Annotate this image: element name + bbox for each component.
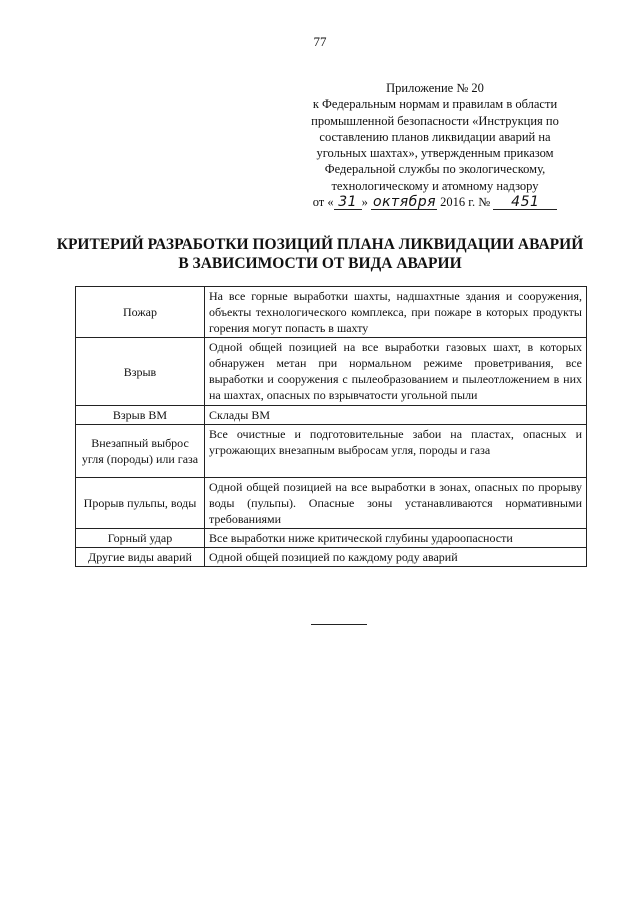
appendix-line: технологическому и атомному надзору xyxy=(331,178,539,193)
appendix-line: Приложение № 20 xyxy=(386,81,484,95)
accident-type-cell: Прорыв пульпы, воды xyxy=(76,478,205,529)
order-number: 451 xyxy=(493,195,557,210)
date-year: 2016 г. № xyxy=(440,195,491,210)
accident-type-cell: Другие виды аварий xyxy=(76,548,205,567)
appendix-header xyxy=(300,80,570,210)
table-row xyxy=(76,287,587,338)
appendix-line: к Федеральным нормам и правилам в области xyxy=(312,97,558,112)
title-line-2: В ЗАВИСИМОСТИ ОТ ВИДА АВАРИИ xyxy=(178,254,462,272)
table-row xyxy=(76,425,587,478)
date-day: 31 xyxy=(334,195,362,210)
accident-type-cell: Пожар xyxy=(76,287,205,338)
accident-type-cell: Горный удар xyxy=(76,529,205,548)
criterion-cell: Склады ВМ xyxy=(205,406,587,425)
date-month: октября xyxy=(373,194,437,211)
criterion-cell: Одной общей позицией на все выработки в зонах, опасных по прорыву воды (пульпы). Опасные зоны устанавливаются нормативными требованиями xyxy=(205,478,587,529)
table-row xyxy=(76,338,587,406)
document-title xyxy=(40,236,600,273)
criterion-cell: Одной общей позицией на все выработки газовых шахт, в которых обнаружен метан при нормальном режиме проветривания, все выработки и сооружения с пылеобразованием и пылеотложением в них на шахтах, опасных по взрывчатости угольной пыли xyxy=(205,338,587,406)
criterion-cell: На все горные выработки шахты, надшахтные здания и сооружения, объекты технологического комплекса, при пожаре в которых продукты горения могут попасть в шахту xyxy=(205,287,587,338)
title-line-1: КРИТЕРИЙ РАЗРАБОТКИ ПОЗИЦИЙ ПЛАНА ЛИКВИДАЦИИ АВАРИЙ xyxy=(56,236,584,253)
page-number: 77 xyxy=(313,34,327,49)
accident-type-cell: Внезапный выброс угля (породы) или газа xyxy=(76,425,205,478)
appendix-line: Федеральной службы по экологическому, xyxy=(324,162,546,177)
end-divider xyxy=(311,624,367,625)
criterion-cell: Все очистные и подготовительные забои на пластах, опасных и угрожающих внезапным выбросам угля, породы и газа xyxy=(205,425,587,478)
criterion-cell: Одной общей позицией по каждому роду аварий xyxy=(205,548,587,567)
criteria-table xyxy=(75,286,587,567)
date-prefix: от « xyxy=(312,195,334,210)
appendix-line: составлению планов ликвидации аварий на xyxy=(319,129,551,144)
table-row xyxy=(76,548,587,567)
accident-type-cell: Взрыв xyxy=(76,338,205,406)
date-mid: » xyxy=(361,195,368,210)
appendix-line: угольных шахтах», утвержденным приказом xyxy=(316,146,554,161)
table-row xyxy=(76,478,587,529)
appendix-line: промышленной безопасности «Инструкция по xyxy=(311,113,559,128)
table-row xyxy=(76,529,587,548)
table-row xyxy=(76,406,587,425)
criterion-cell: Все выработки ниже критической глубины удароопасности xyxy=(205,529,587,548)
order-date-line xyxy=(300,194,570,210)
accident-type-cell: Взрыв ВМ xyxy=(76,406,205,425)
